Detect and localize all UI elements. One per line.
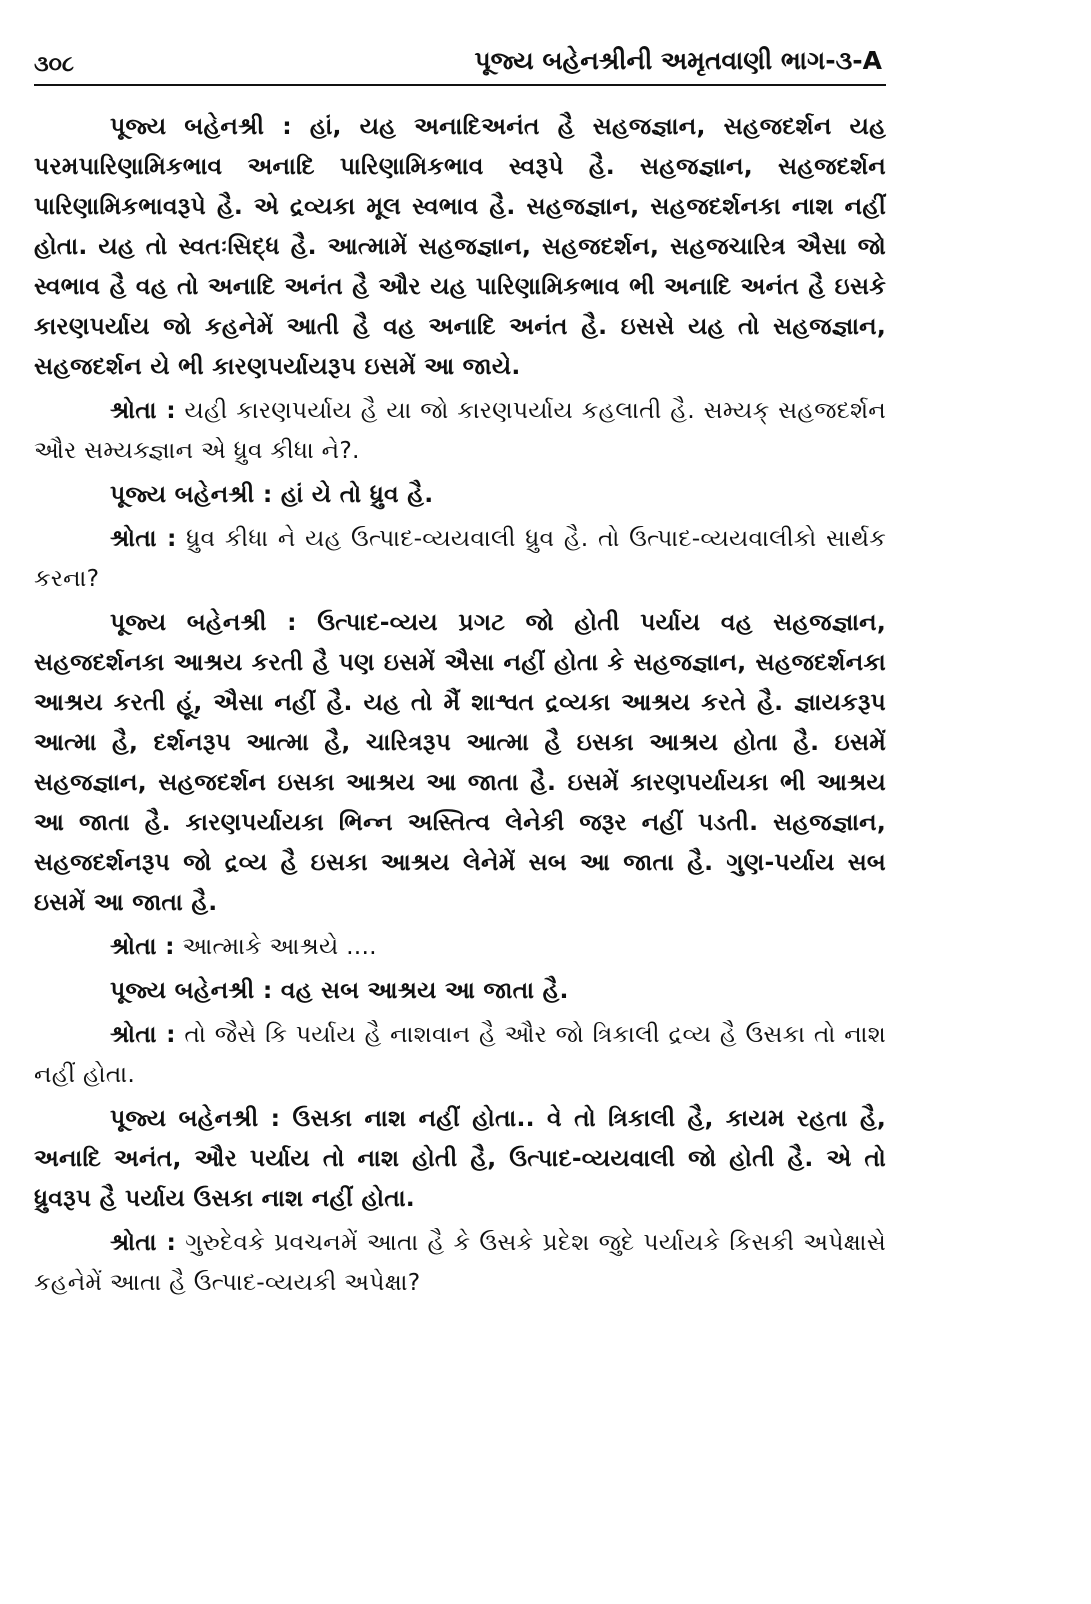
paragraph-text: હાં યે તો ધ્રુવ હૈ. <box>272 480 434 508</box>
dialogue-paragraph-bahenshri <box>34 106 886 386</box>
speaker-label: પૂજ્ય બહેનશ્રી : <box>110 976 273 1004</box>
page-number: ૩૦૮ <box>34 52 74 77</box>
paragraph-text: હાં, યહ અનાદિઅનંત હૈ સહજજ્ઞાન, સહજદર્શન યહ પરમપારિણામિકભાવ અનાદિ પારિણામિકભાવ સ્વરૂપે હૈ. સહજજ્ઞાન, સહજદર્શન પારિણામિકભાવરૂપે હૈ. એ દ્રવ્યકા મૂલ સ્વભાવ હૈ. સહજજ્ઞાન, સહજદર્શનકા નાશ નહીં હોતા. યહ તો સ્વતઃસિદ્ધ હૈ. આત્મામેં સહજજ્ઞાન, સહજદર્શન, સહજચારિત્ર ઐસા જો સ્વભાવ હૈ વહ તો અનાદિ અનંત હૈ ઔર યહ પારિણામિકભાવ ભી અનાદિ અનંત હૈ ઇસકે કારણપર્યાય જો કહનેમેં આતી હૈ વહ અનાદિ અનંત હૈ. ઇસસે યહ તો સહજજ્ઞાન, સહજદર્શન યે ભી કારણપર્યાયરૂપ ઇસમેં આ જાયે. <box>34 112 886 380</box>
speaker-label: પૂજ્ય બહેનશ્રી : <box>110 608 297 636</box>
paragraph-text: ઉસકા નાશ નહીં હોતા.. વે તો ત્રિકાલી હૈ, કાયમ રહતા હૈ, અનાદિ અનંત, ઔર પર્યાય તો નાશ હોતી હૈ, ઉત્પાદ-વ્યયવાલી જો હોતી હૈ. એ તો ધ્રુવરૂપ હૈ પર્યાય ઉસકા નાશ નહીં હોતા. <box>34 1104 886 1212</box>
dialogue-paragraph-bahenshri <box>34 1098 886 1218</box>
dialogue-paragraph-bahenshri <box>34 602 886 922</box>
dialogue-paragraph-listener <box>34 518 886 598</box>
speaker-label: પૂજ્ય બહેનશ્રી : <box>110 480 273 508</box>
dialogue-paragraph-bahenshri <box>34 474 886 514</box>
speaker-label: પૂજ્ય બહેનશ્રી : <box>110 112 292 140</box>
speaker-label: શ્રોતા : <box>110 932 175 960</box>
dialogue-paragraph-listener <box>34 1014 886 1094</box>
paragraph-text: આત્માકે આશ્રયે .... <box>174 932 377 960</box>
speaker-label: શ્રોતા : <box>110 396 176 424</box>
speaker-label: શ્રોતા : <box>110 1228 177 1256</box>
dialogue-paragraph-listener <box>34 1222 886 1302</box>
paragraph-text: વહ સબ આશ્રય આ જાતા હૈ. <box>272 976 569 1004</box>
page-body <box>34 106 886 1306</box>
dialogue-paragraph-bahenshri <box>34 970 886 1010</box>
dialogue-paragraph-listener <box>34 390 886 470</box>
speaker-label: શ્રોતા : <box>110 524 177 552</box>
running-title: પૂજ્ય બહેનશ્રીની અમૃતવાણી ભાગ-૩-A <box>474 46 882 75</box>
speaker-label: પૂજ્ય બહેનશ્રી : <box>110 1104 281 1132</box>
page-header <box>34 44 886 86</box>
paragraph-text: ધ્રુવ કીધા ને યહ ઉત્પાદ-વ્યયવાલી ધ્રુવ હૈ. તો ઉત્પાદ-વ્યયવાલીકો સાર્થક કરના? <box>34 524 886 592</box>
paragraph-text: ગુરુદેવકે પ્રવચનમેં આતા હૈ કે ઉસકે પ્રદેશ જુદે પર્યાયકે કિસકી અપેક્ષાસે કહનેમેં આતા હૈ ઉત્પાદ-વ્યયકી અપેક્ષા? <box>34 1228 886 1296</box>
speaker-label: શ્રોતા : <box>110 1020 176 1048</box>
book-page <box>34 0 886 1604</box>
paragraph-text: યહી કારણપર્યાય હૈ યા જો કારણપર્યાય કહલાતી હૈ. સમ્યક્ સહજદર્શન ઔર સમ્યક્જ્ઞાન એ ધ્રુવ કીધા ને?. <box>34 396 887 464</box>
paragraph-text: ઉત્પાદ-વ્યય પ્રગટ જો હોતી પર્યાય વહ સહજજ્ઞાન, સહજદર્શનકા આશ્રય કરતી હૈ પણ ઇસમેં ઐસા નહીં હોતા કે સહજજ્ઞાન, સહજદર્શનકા આશ્રય કરતી હૂં, ઐસા નહીં હૈ. યહ તો મૈં શાશ્વત દ્રવ્યકા આશ્રય કરતે હૈ. જ્ઞાયકરૂપ આત્મા હૈ, દર્શનરૂપ આત્મા હૈ, ચારિત્રરૂપ આત્મા હૈ ઇસકા આશ્રય હોતા હૈ. ઇસમેં સહજજ્ઞાન, સહજદર્શન ઇસકા આશ્રય આ જાતા હૈ. ઇસમેં કારણપર્યાયકા ભી આશ્રય આ જાતા હૈ. કારણપર્યાયકા ભિન્ન અસ્તિત્વ લેનેકી જરૂર નહીં પડતી. સહજજ્ઞાન, સહજદર્શનરૂપ જો દ્રવ્ય હૈ ઇસકા આશ્રય લેનેમેં સબ આ જાતા હૈ. ગુણ-પર્યાય સબ ઇસમેં આ જાતા હૈ. <box>34 608 886 916</box>
paragraph-text: તો જૈસે કિ પર્યાય હૈ નાશવાન હૈ ઔર જો ત્રિકાલી દ્રવ્ય હૈ ઉસકા તો નાશ નહીં હોતા. <box>34 1020 886 1088</box>
dialogue-paragraph-listener <box>34 926 886 966</box>
